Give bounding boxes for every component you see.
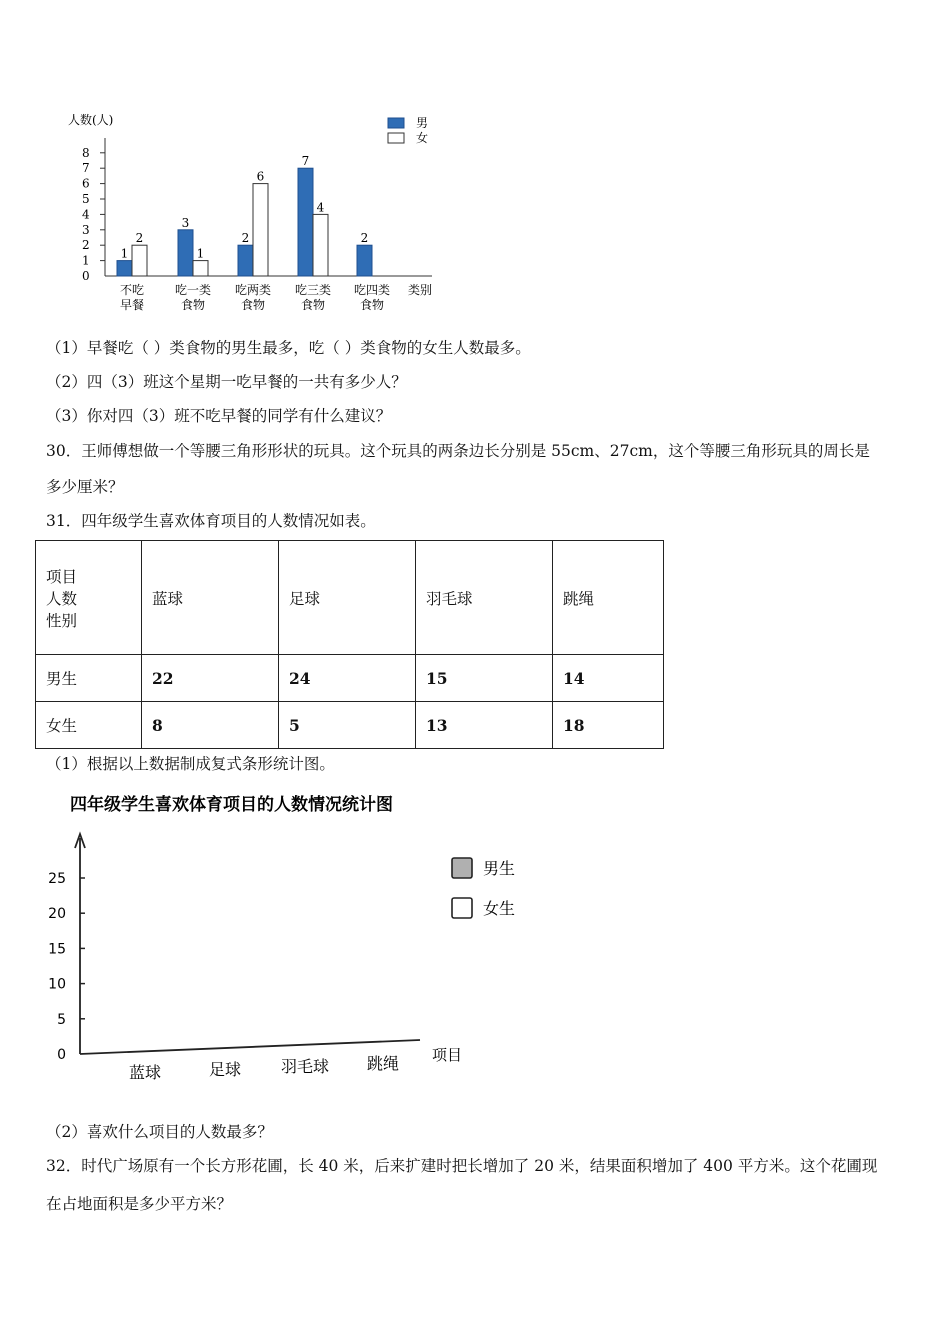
x-axis-label: 类别 bbox=[408, 283, 433, 297]
x-tick-label: 食物 bbox=[180, 298, 206, 312]
x-tick-label: 吃四类 bbox=[353, 283, 391, 297]
y-tick-label: 25 bbox=[48, 871, 66, 887]
bar-女-2 bbox=[253, 184, 268, 276]
table-cell: 13 bbox=[416, 702, 553, 749]
column-header-football: 足球 bbox=[279, 541, 416, 655]
legend-label: 女 bbox=[416, 131, 429, 145]
x-tick-label: 足球 bbox=[208, 1060, 242, 1079]
legend-label: 男 bbox=[416, 116, 429, 130]
x-tick-label: 吃三类 bbox=[294, 283, 332, 297]
legend-swatch-女生 bbox=[452, 898, 472, 918]
table-row-boys bbox=[36, 655, 664, 702]
column-header-rope: 跳绳 bbox=[553, 541, 664, 655]
y-axis-label: 人数(人) bbox=[68, 113, 114, 127]
y-tick-label: 0 bbox=[57, 1047, 66, 1063]
data-label: 7 bbox=[301, 154, 310, 169]
legend-swatch-男 bbox=[388, 118, 404, 128]
legend-swatch-男生 bbox=[452, 858, 472, 878]
table-row-girls bbox=[36, 702, 664, 749]
chart-title: 四年级学生喜欢体育项目的人数情况统计图 bbox=[70, 795, 393, 815]
data-label: 1 bbox=[120, 246, 129, 261]
y-tick-label: 5 bbox=[57, 1011, 66, 1028]
data-label: 2 bbox=[135, 231, 144, 246]
table-cell: 14 bbox=[553, 655, 664, 702]
bar-男-4 bbox=[357, 245, 372, 276]
x-tick-label: 食物 bbox=[359, 298, 385, 312]
row-label: 男生 bbox=[36, 655, 142, 702]
table-cell: 15 bbox=[416, 655, 553, 702]
x-tick-label: 不吃 bbox=[119, 283, 145, 297]
table-cell: 8 bbox=[142, 702, 279, 749]
x-tick-label: 食物 bbox=[240, 298, 266, 312]
question-32-line1: 32．时代广场原有一个长方形花圃，长 40 米，后来扩建时把长增加了 20 米，结果面积增加了 400 平方米。这个花圃现 bbox=[46, 1157, 878, 1175]
sports-table bbox=[35, 540, 664, 749]
table-cell: 22 bbox=[142, 655, 279, 702]
question-30-line2: 多少厘米？ bbox=[46, 478, 124, 496]
table-cell: 5 bbox=[279, 702, 416, 749]
question-29-2: （2）四（3）班这个星期一吃早餐的一共有多少人？ bbox=[46, 373, 407, 391]
data-label: 2 bbox=[360, 231, 369, 246]
header-label-count: 人数 bbox=[46, 589, 78, 608]
x-tick-label: 早餐 bbox=[119, 298, 145, 312]
header-label-gender: 性别 bbox=[46, 611, 78, 630]
sports-bar-chart-blank bbox=[40, 788, 530, 1098]
x-axis bbox=[80, 1040, 420, 1054]
y-tick-label: 20 bbox=[48, 906, 66, 923]
legend-label: 女生 bbox=[483, 899, 516, 918]
y-tick-label: 7 bbox=[82, 161, 90, 176]
question-31-2: （2）喜欢什么项目的人数最多？ bbox=[46, 1123, 273, 1141]
y-tick-label: 1 bbox=[82, 253, 90, 268]
table-header-row bbox=[36, 541, 664, 655]
question-32-line2: 在占地面积是多少平方米？ bbox=[46, 1195, 233, 1213]
question-31: 31．四年级学生喜欢体育项目的人数情况如表。 bbox=[46, 512, 376, 530]
x-axis-label: 项目 bbox=[432, 1046, 463, 1064]
bar-男-0 bbox=[117, 261, 132, 276]
header-label-project: 项目 bbox=[46, 567, 78, 586]
legend-label: 男生 bbox=[483, 859, 516, 878]
x-tick-label: 吃两类 bbox=[234, 283, 272, 297]
bar-男-2 bbox=[238, 245, 253, 276]
table-cell: 24 bbox=[279, 655, 416, 702]
y-tick-label: 6 bbox=[82, 176, 90, 191]
bar-男-1 bbox=[178, 230, 193, 276]
x-tick-label: 蓝球 bbox=[128, 1063, 162, 1082]
question-31-1: （1）根据以上数据制成复式条形统计图。 bbox=[46, 755, 335, 773]
x-tick-label: 食物 bbox=[300, 298, 326, 312]
table-cell: 18 bbox=[553, 702, 664, 749]
legend-swatch-女 bbox=[388, 133, 404, 143]
y-tick-label: 0 bbox=[82, 269, 90, 283]
question-30-line1: 30．王师傅想做一个等腰三角形形状的玩具。这个玩具的两条边长分别是 55cm、27cm，这个等腰三角形玩具的周长是 bbox=[46, 442, 870, 460]
bar-男-3 bbox=[298, 168, 313, 276]
y-tick-label: 2 bbox=[82, 238, 90, 253]
bar-女-0 bbox=[132, 245, 147, 276]
bar-女-1 bbox=[193, 261, 208, 276]
question-29-3: （3）你对四（3）班不吃早餐的同学有什么建议？ bbox=[46, 407, 392, 425]
y-tick-label: 8 bbox=[82, 145, 90, 160]
breakfast-bar-chart bbox=[60, 108, 460, 318]
data-label: 4 bbox=[316, 200, 325, 215]
data-label: 6 bbox=[256, 169, 265, 184]
x-tick-label: 吃一类 bbox=[174, 283, 212, 297]
column-header-badminton: 羽毛球 bbox=[416, 541, 553, 655]
y-tick-label: 15 bbox=[48, 941, 66, 958]
y-tick-label: 5 bbox=[82, 192, 90, 206]
y-tick-label: 4 bbox=[82, 207, 90, 222]
row-label: 女生 bbox=[36, 702, 142, 749]
x-tick-label: 羽毛球 bbox=[280, 1057, 330, 1076]
table-corner-cell bbox=[36, 541, 142, 655]
bar-女-3 bbox=[313, 214, 328, 276]
y-tick-label: 10 bbox=[48, 976, 66, 993]
data-label: 1 bbox=[196, 246, 205, 261]
data-label: 2 bbox=[241, 231, 250, 246]
question-29-1: （1）早餐吃（ ）类食物的男生最多，吃（ ）类食物的女生人数最多。 bbox=[46, 339, 531, 357]
data-label: 3 bbox=[181, 215, 190, 230]
x-tick-label: 跳绳 bbox=[366, 1054, 400, 1073]
y-tick-label: 3 bbox=[82, 222, 90, 237]
column-header-basketball: 蓝球 bbox=[142, 541, 279, 655]
